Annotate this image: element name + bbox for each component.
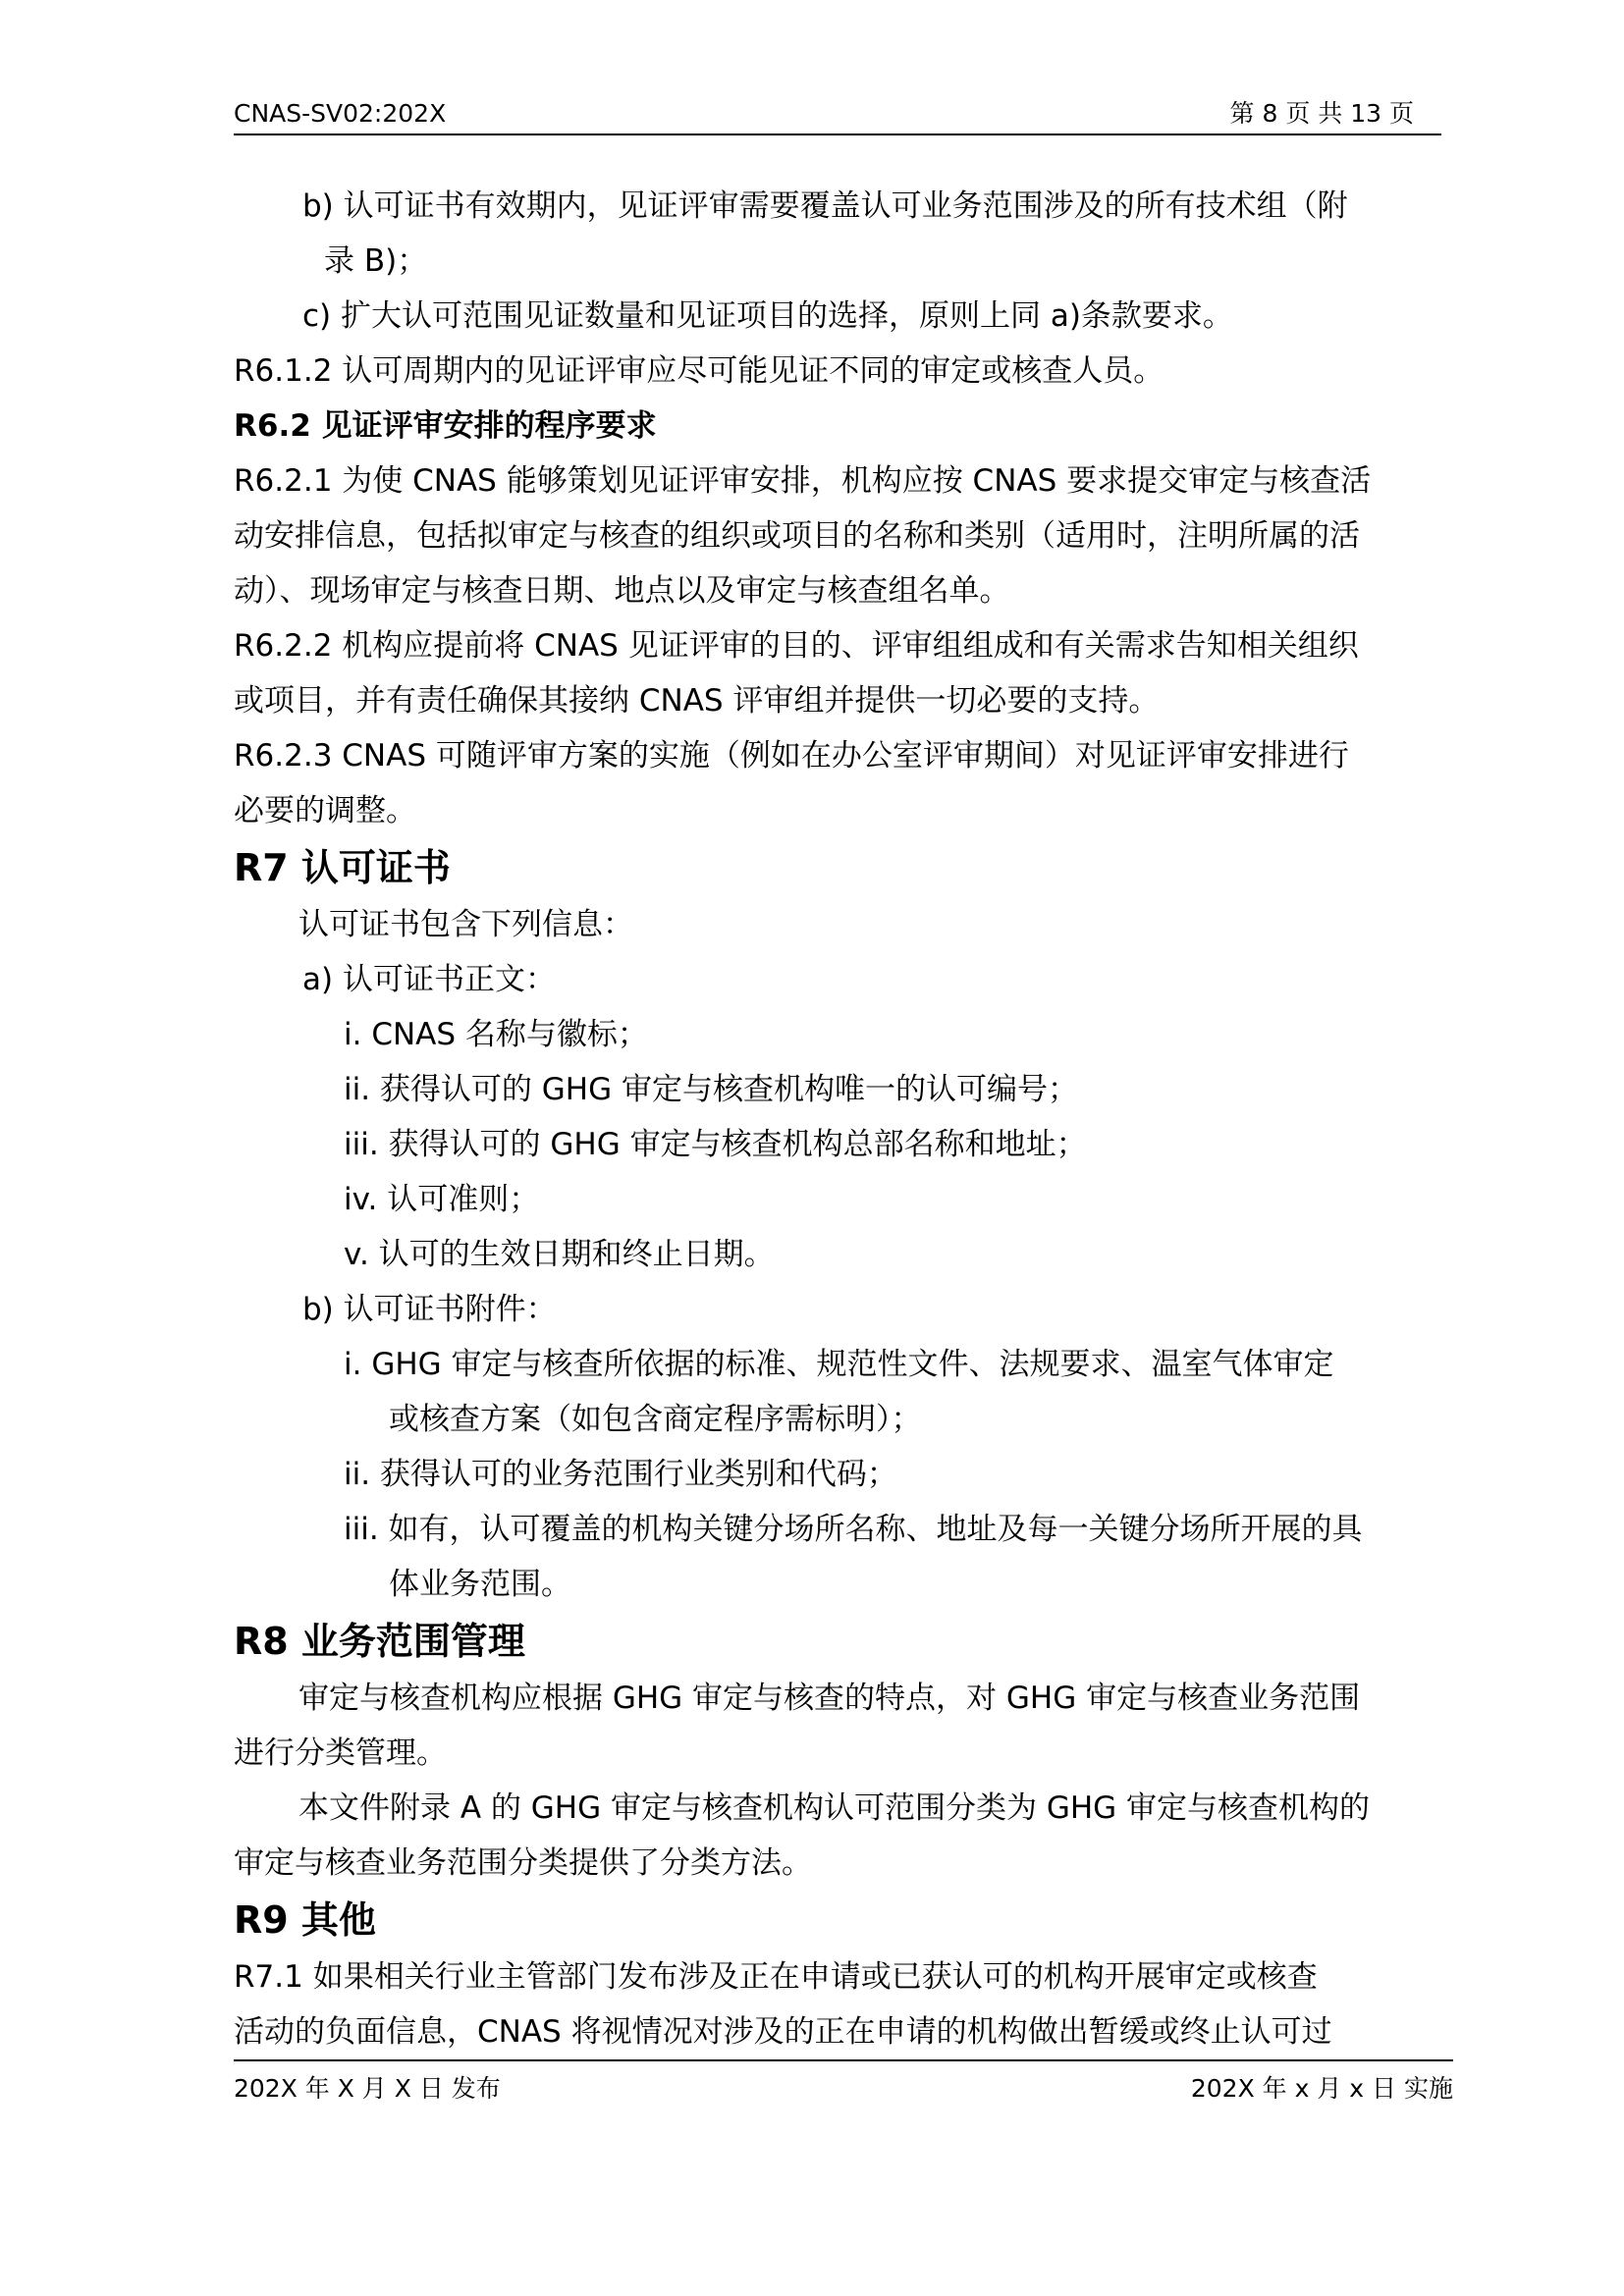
list-item-b: b) 认可证书有效期内，见证评审需要覆盖认可业务范围涉及的所有技术组（附 bbox=[302, 188, 1348, 224]
page-number: 第 8 页 共 13 页 bbox=[1229, 99, 1414, 128]
r7-item-b-i-line-1: i. GHG 审定与核查所依据的标准、规范性文件、法规要求、温室气体审定 bbox=[344, 1347, 1334, 1382]
list-item-c: c) 扩大认可范围见证数量和见证项目的选择，原则上同 a)条款要求。 bbox=[302, 298, 1233, 334]
r7-item-b-i-line-2: 或核查方案（如包含商定程序需标明）； bbox=[389, 1402, 922, 1437]
section-heading-r8: R8 业务范围管理 bbox=[234, 1620, 525, 1663]
list-item-b-continued: 录 B)； bbox=[324, 243, 428, 279]
clause-r6-2-3-line-1: R6.2.3 CNAS 可随评审方案的实施（例如在办公室评审期间）对见证评审安排进行 bbox=[234, 738, 1349, 774]
page-content bbox=[234, 179, 1441, 2059]
clause-r6-2-3-line-2: 必要的调整。 bbox=[234, 793, 416, 828]
r7-item-b: b) 认可证书附件： bbox=[302, 1292, 557, 1327]
clause-r6-2-2-line-1: R6.2.2 机构应提前将 CNAS 见证评审的目的、评审组组成和有关需求告知相关组织 bbox=[234, 628, 1359, 664]
effective-date: 202X 年 x 月 x 日 实施 bbox=[1190, 2074, 1453, 2103]
r7-item-a-iii: iii. 获得认可的 GHG 审定与核查机构总部名称和地址； bbox=[344, 1127, 1087, 1162]
r8-paragraph-1-line-2: 进行分类管理。 bbox=[234, 1735, 447, 1771]
r7-intro: 认可证书包含下列信息： bbox=[298, 907, 633, 942]
section-heading-r6-2: R6.2 见证评审安排的程序要求 bbox=[234, 408, 657, 444]
r7-item-b-ii: ii. 获得认可的业务范围行业类别和代码； bbox=[344, 1457, 897, 1492]
r7-item-a-iv: iv. 认可准则； bbox=[344, 1182, 540, 1217]
clause-r7-1-line-1: R7.1 如果相关行业主管部门发布涉及正在申请或已获认可的机构开展审定或核查 bbox=[234, 1959, 1318, 1995]
r7-item-b-iii-line-2: 体业务范围。 bbox=[389, 1567, 571, 1602]
section-heading-r9: R9 其他 bbox=[234, 1898, 376, 1942]
r7-item-a-i: i. CNAS 名称与徽标； bbox=[344, 1017, 648, 1052]
page-header bbox=[234, 94, 1441, 135]
clause-r6-2-1-line-3: 动）、现场审定与核查日期、地点以及审定与核查组名单。 bbox=[234, 573, 1010, 609]
r8-paragraph-2-line-1: 本文件附录 A 的 GHG 审定与核查机构认可范围分类为 GHG 审定与核查机构的 bbox=[298, 1790, 1371, 1826]
clause-r6-2-1-line-1: R6.2.1 为使 CNAS 能够策划见证评审安排，机构应按 CNAS 要求提交审定与核查活 bbox=[234, 463, 1372, 499]
clause-r6-2-2-line-2: 或项目，并有责任确保其接纳 CNAS 评审组并提供一切必要的支持。 bbox=[234, 683, 1160, 719]
clause-r6-1-2: R6.1.2 认可周期内的见证评审应尽可能见证不同的审定或核查人员。 bbox=[234, 353, 1164, 389]
clause-r7-1-line-2: 活动的负面信息，CNAS 将视情况对涉及的正在申请的机构做出暂缓或终止认可过 bbox=[234, 2014, 1332, 2050]
section-heading-r7: R7 认可证书 bbox=[234, 846, 451, 889]
r7-item-a: a) 认可证书正文： bbox=[302, 962, 556, 997]
r7-item-a-v: v. 认可的生效日期和终止日期。 bbox=[344, 1237, 775, 1272]
issue-date: 202X 年 X 月 X 日 发布 bbox=[234, 2074, 501, 2103]
r7-item-a-ii: ii. 获得认可的 GHG 审定与核查机构唯一的认可编号； bbox=[344, 1072, 1078, 1107]
document-code: CNAS-SV02:202X bbox=[234, 99, 447, 128]
r7-item-b-iii-line-1: iii. 如有，认可覆盖的机构关键分场所名称、地址及每一关键分场所开展的具 bbox=[344, 1512, 1363, 1547]
page-footer bbox=[234, 2059, 1453, 2101]
clause-r6-2-1-line-2: 动安排信息，包括拟审定与核查的组织或项目的名称和类别（适用时，注明所属的活 bbox=[234, 518, 1360, 554]
r8-paragraph-2-line-2: 审定与核查业务范围分类提供了分类方法。 bbox=[234, 1845, 812, 1881]
r8-paragraph-1-line-1: 审定与核查机构应根据 GHG 审定与核查的特点，对 GHG 审定与核查业务范围 bbox=[298, 1681, 1361, 1716]
